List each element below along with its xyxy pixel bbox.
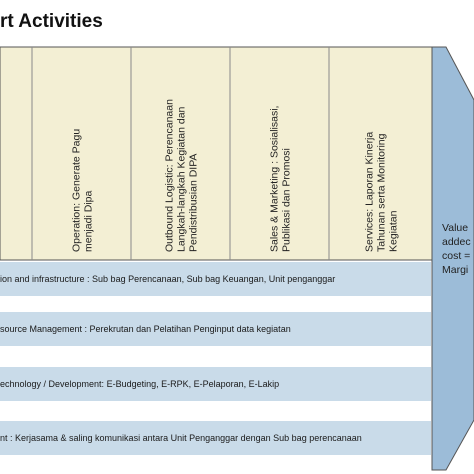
- support-activity-row: [0, 311, 431, 346]
- primary-activity-line: Services: Laporan Kinerja: [363, 131, 376, 252]
- primary-activity-line: Operation: Generate Pagu: [70, 128, 83, 252]
- support-activity-row: [0, 366, 431, 401]
- support-activity-row: [0, 261, 431, 296]
- support-activity-row: [0, 420, 431, 455]
- margin-label-line: Margi: [442, 264, 469, 276]
- margin-label-line: cost =: [442, 250, 471, 262]
- primary-activity-line: Publikasi dan Promosi: [280, 148, 293, 252]
- primary-activity-line: Langkah-langkah Kegiatan dan: [175, 106, 188, 252]
- primary-activity-line: Pendistribusian DIPA: [187, 153, 200, 252]
- margin-label-line: addec: [442, 236, 471, 248]
- page-title: rt Activities: [0, 11, 103, 32]
- support-activity-infrastructure: ion and infrastructure : Sub bag Perencanaan, Sub bag Keuangan, Unit penganggar: [0, 274, 336, 284]
- support-activity-technology: echnology / Development: E-Budgeting, E-RPK, E-Pelaporan, E-Lakip: [0, 379, 280, 389]
- support-activity-hr-management: source Management : Perekrutan dan Pelatihan Penginput data kegiatan: [0, 324, 291, 334]
- primary-activity-line: Sales & Marketing : Sosialisasi,: [268, 105, 281, 252]
- primary-activity-line: Outbound Logistic: Perencanaan: [163, 99, 176, 252]
- primary-activity-line: Tahunan serta Monitoring: [375, 133, 388, 252]
- primary-activity-line: menjadi Dipa: [82, 190, 95, 252]
- primary-activity-line: Kegiatan: [387, 210, 400, 252]
- margin-label-line: Value: [442, 222, 469, 234]
- support-activity-procurement: nt : Kerjasama & saling komunikasi antara Unit Penganggar dengan Sub bag perencanaan: [0, 433, 362, 443]
